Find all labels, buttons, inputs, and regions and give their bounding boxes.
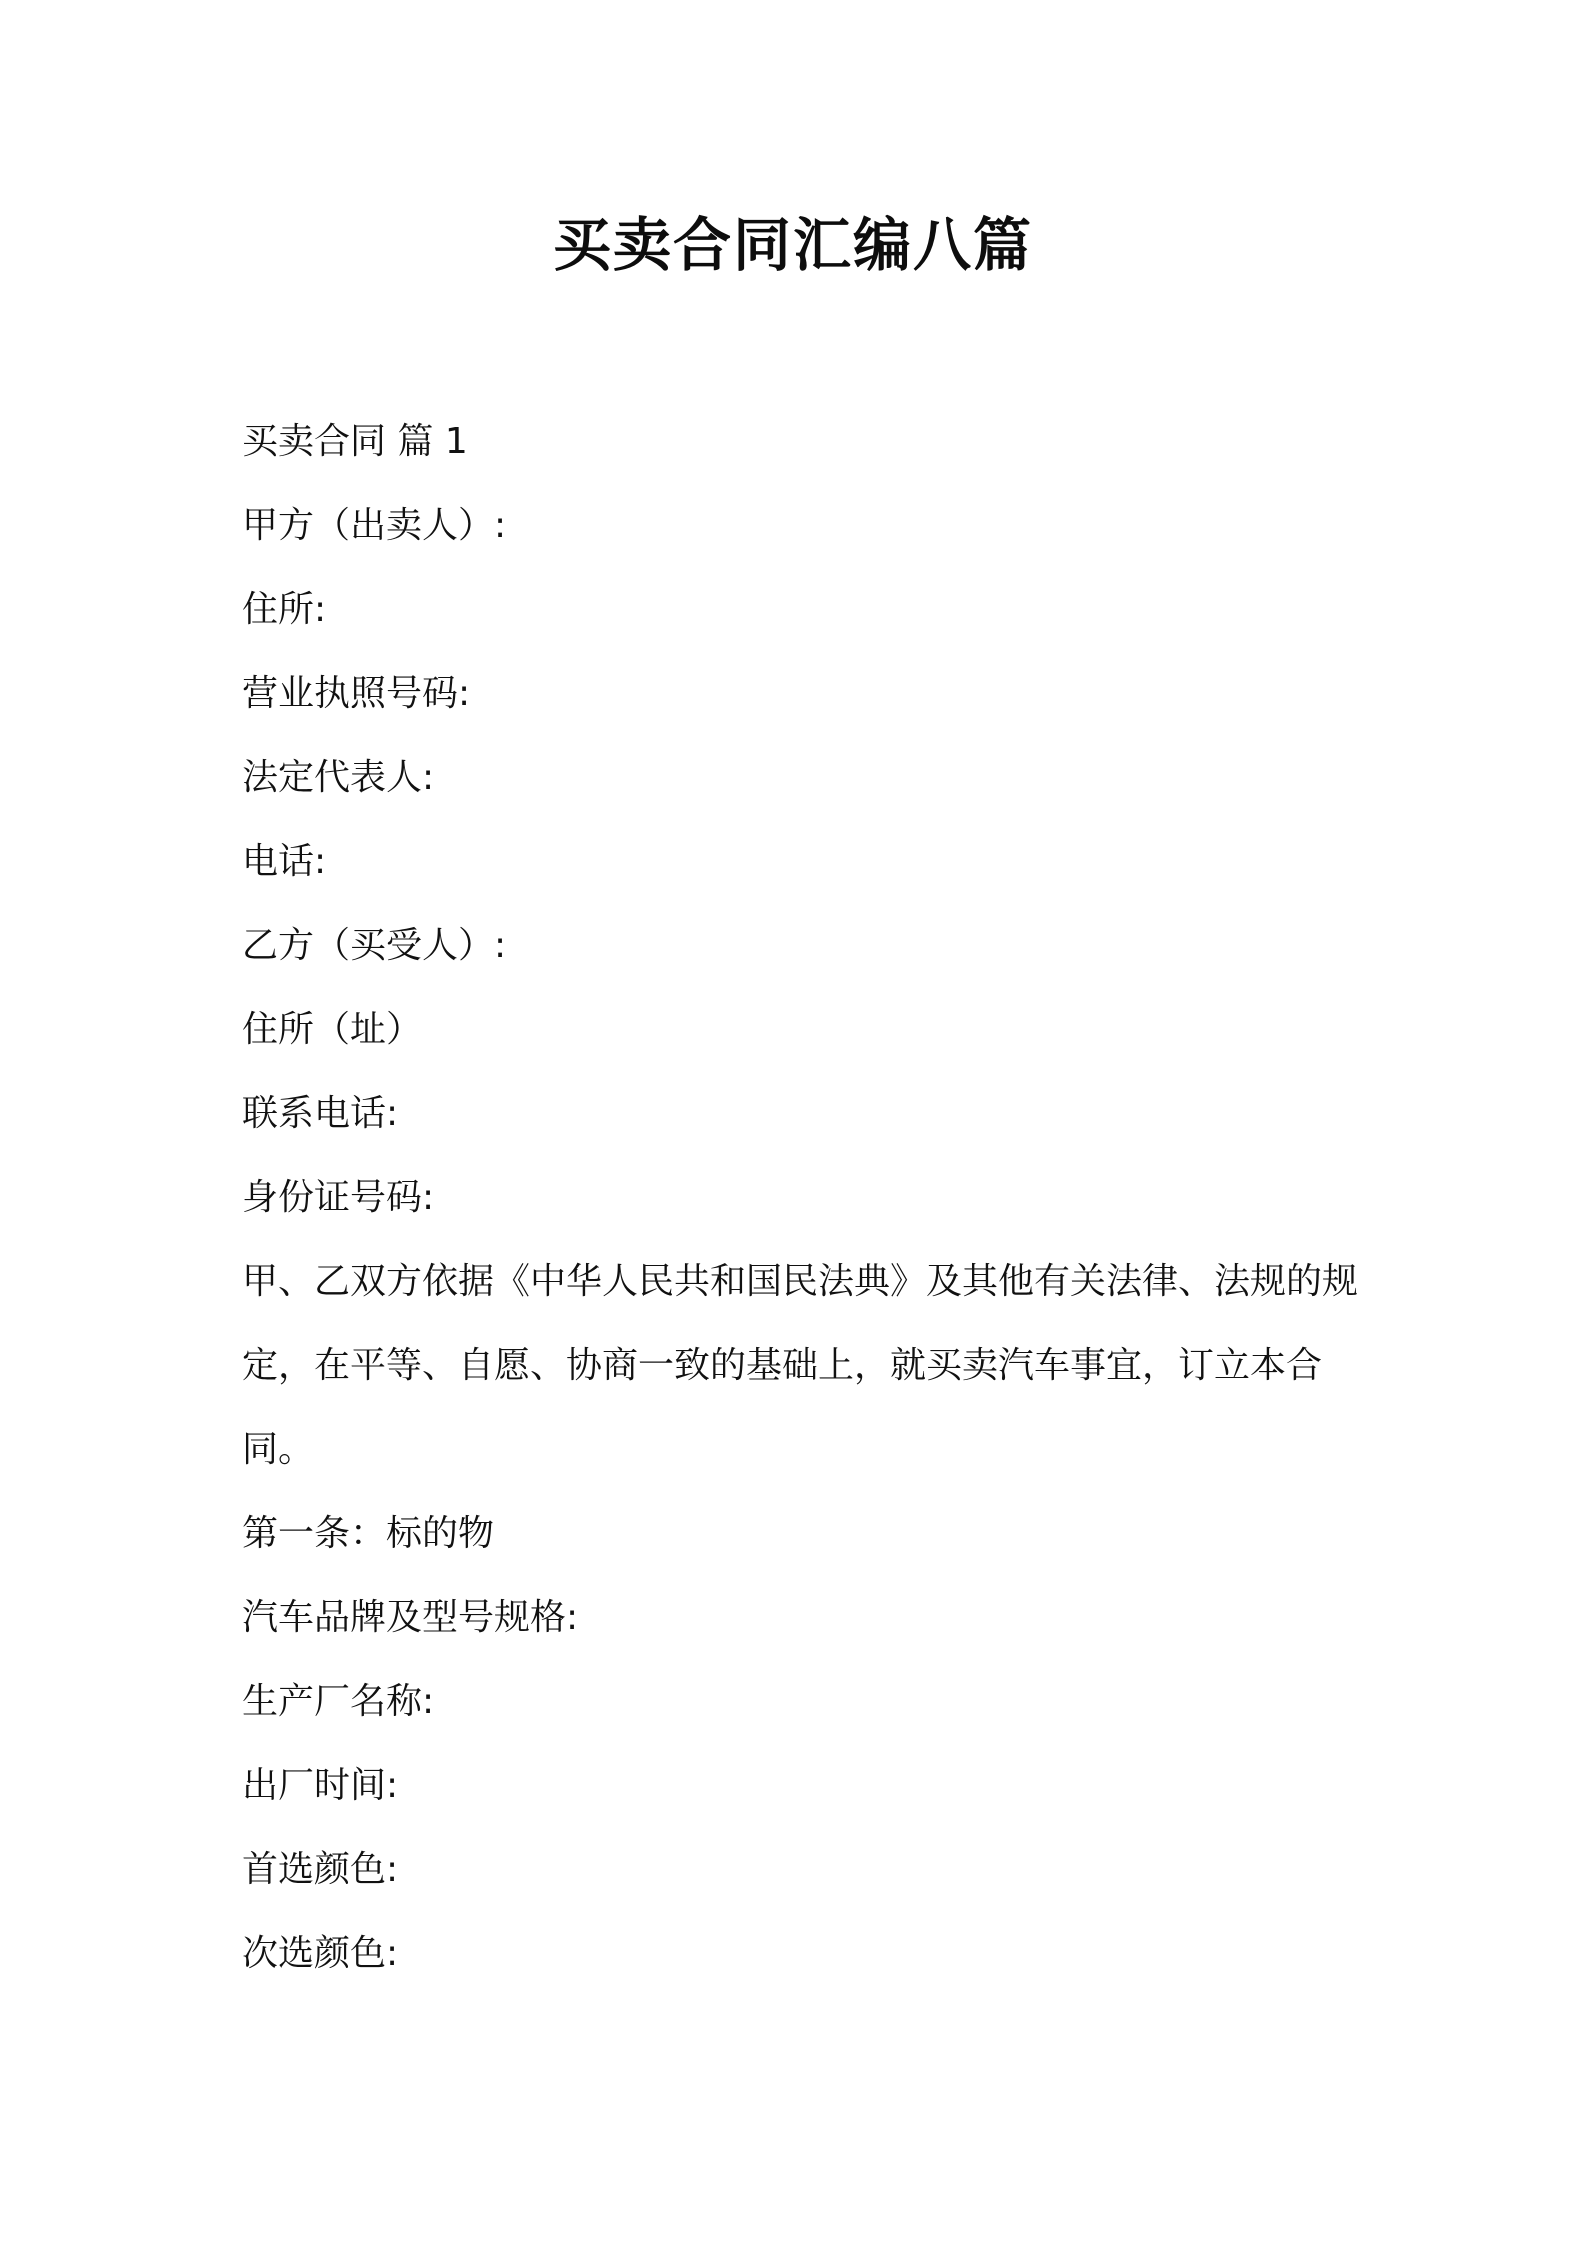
field-buyer-phone: 联系电话:	[242, 1093, 399, 1134]
field-car-brand-model: 汽车品牌及型号规格:	[242, 1597, 579, 1638]
field-id-number: 身份证号码:	[242, 1177, 435, 1218]
section-heading: 买卖合同 篇 1	[242, 421, 468, 462]
field-seller: 甲方（出卖人）:	[242, 505, 507, 546]
field-seller-address: 住所:	[242, 589, 327, 630]
document-body	[242, 400, 1362, 1996]
document-title: 买卖合同汇编八篇	[552, 211, 1033, 279]
field-buyer-address: 住所（址）	[242, 1009, 423, 1050]
field-legal-representative: 法定代表人:	[242, 757, 435, 798]
article-1-heading: 第一条：标的物	[242, 1513, 495, 1554]
field-manufacturer: 生产厂名称:	[242, 1681, 435, 1722]
intro-paragraph: 甲、乙双方依据《中华人民共和国民法典》及其他有关法律、法规的规定，在平等、自愿、协商一致的基础上，就买卖汽车事宜，订立本合同。	[242, 1261, 1359, 1470]
field-seller-phone: 电话:	[242, 841, 327, 882]
field-second-color: 次选颜色:	[242, 1933, 399, 1974]
field-first-color: 首选颜色:	[242, 1849, 399, 1890]
field-buyer: 乙方（买受人）:	[242, 925, 507, 966]
field-production-date: 出厂时间:	[242, 1765, 399, 1806]
field-business-license: 营业执照号码:	[242, 673, 471, 714]
